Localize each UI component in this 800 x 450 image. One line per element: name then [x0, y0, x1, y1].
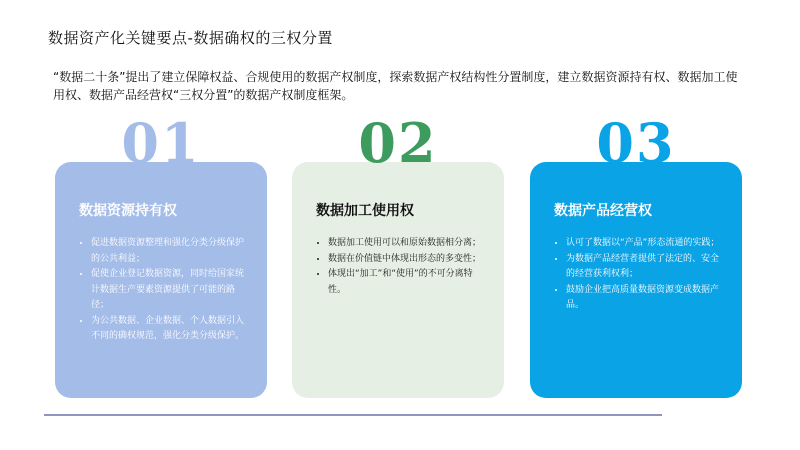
bullet-list: [79, 236, 245, 345]
card-number: 01: [121, 111, 201, 175]
list-item: • 体现出“加工”和“使用”的不可分离特性。: [328, 267, 482, 298]
card-data-resource-holding: [55, 162, 267, 398]
list-item: • 促进数据资源整理和强化分类分级保护的公共利益；: [91, 236, 245, 267]
page-title: 数据资产化关键要点-数据确权的三权分置: [48, 29, 333, 47]
list-item: • 数据加工使用可以和原始数据相分离；: [328, 236, 482, 252]
card-data-product-operation: [530, 162, 742, 398]
card-number: 02: [358, 111, 438, 175]
intro-paragraph: “数据二十条”提出了建立保障权益、合规使用的数据产权制度，探索数据产权结构性分置制度，建立数据资源持有权、数据加工使用权、数据产品经营权“三权分置”的数据产权制度框架。: [53, 70, 738, 102]
bullet-list: [554, 236, 720, 314]
card-heading: 数据加工使用权: [316, 203, 414, 219]
list-item: • 为数据产品经营者提供了法定的、安全的经营获利权利；: [566, 252, 720, 283]
list-item: • 认可了数据以“产品”形态流通的实践；: [566, 236, 720, 252]
card-data-processing-use: [292, 162, 504, 398]
list-item: • 鼓励企业把高质量数据资源变成数据产品。: [566, 283, 720, 314]
card-heading: 数据资源持有权: [79, 203, 177, 219]
list-item: • 为公共数据、企业数据、个人数据引入不同的确权规范，强化分类分级保护。: [91, 314, 245, 345]
card-number: 03: [596, 111, 676, 175]
list-item: • 数据在价值链中体现出形态的多变性；: [328, 252, 482, 268]
divider-line: [44, 414, 662, 416]
bullet-list: [316, 236, 482, 298]
card-heading: 数据产品经营权: [554, 203, 652, 219]
list-item: • 促使企业登记数据资源，同时给国家统计数据生产要素资源提供了可能的路径；: [91, 267, 245, 314]
